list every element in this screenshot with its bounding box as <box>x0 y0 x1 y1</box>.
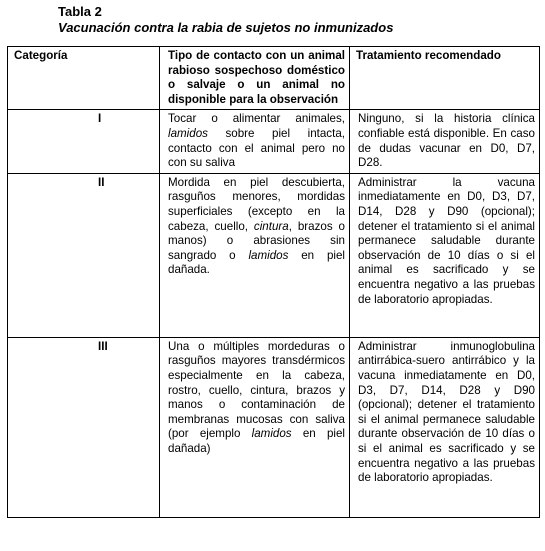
text-segment: Tocar o alimentar animales, <box>168 112 345 126</box>
text-segment: sobre piel intacta, contacto con el animal pero no con su saliva <box>168 126 345 170</box>
header-contact-type: Tipo de contacto con un animal rabioso sospechoso doméstico o salvaje o un animal no disponible para la observación <box>160 47 350 110</box>
italic-text: lamidos <box>168 126 208 140</box>
italic-text: cintura <box>253 219 289 233</box>
table-label: Tabla 2 <box>58 4 102 19</box>
header-row <box>8 47 540 110</box>
text-segment: , brazos o manos) o abrasiones sin sangrado o <box>168 219 345 262</box>
italic-text: lamidos <box>251 427 292 441</box>
treatment-cell: Administrar inmunoglobulina antirrábica-suero antirrábico y la vacuna inmediatamente en D0, D3, D7, D14, D28 y D90 (opcional); detener el tratamiento si el animal permanece saludable durante observación de 10 días o si el animal es sacrificado y se encuentra negativo a las pruebas de laboratorio apropiadas. <box>350 337 540 517</box>
table-caption: Vacunación contra la rabia de sujetos no inmunizados <box>58 20 394 35</box>
table-row <box>8 173 540 337</box>
text-segment: en piel dañada. <box>168 248 345 277</box>
header-category: Categoría <box>8 47 160 110</box>
category-cell: II <box>8 173 160 337</box>
text-segment: en piel dañada) <box>168 427 345 455</box>
contact-cell <box>160 173 350 337</box>
table-row <box>8 110 540 173</box>
italic-text: lamidos <box>248 248 289 262</box>
treatment-cell: Ninguno, si la historia clínica confiable está disponible. En caso de dudas vacunar en D0, D7, D28. <box>350 110 540 173</box>
treatment-cell: Administrar la vacuna inmediatamente en D0, D3, D7, D14, D28 y D90 (opcional); detener el tratamiento si el animal permanece saludable durante observación de 10 días o si el animal es sacrificado y se encuentra negativo a las pruebas de laboratorio apropiadas. <box>350 173 540 337</box>
table-title-block <box>58 4 393 36</box>
category-cell: I <box>8 110 160 173</box>
header-treatment: Tratamiento recomendado <box>350 47 540 110</box>
contact-cell <box>160 337 350 517</box>
table-row <box>8 337 540 517</box>
text-segment: Mordida en piel descubierta, rasguños menores, mordidas superficiales (excepto en la cabeza, cuello, <box>168 175 345 233</box>
contact-cell <box>160 110 350 173</box>
rabies-vaccination-table <box>7 46 540 518</box>
text-segment: Una o múltiples mordeduras o rasguños mayores transdérmicos especialmente en la cabeza, rostro, cuello, cintura, brazos y manos o contaminación de membranas mucosas con saliva (por ejemplo <box>168 339 345 441</box>
category-cell: III <box>8 337 160 517</box>
